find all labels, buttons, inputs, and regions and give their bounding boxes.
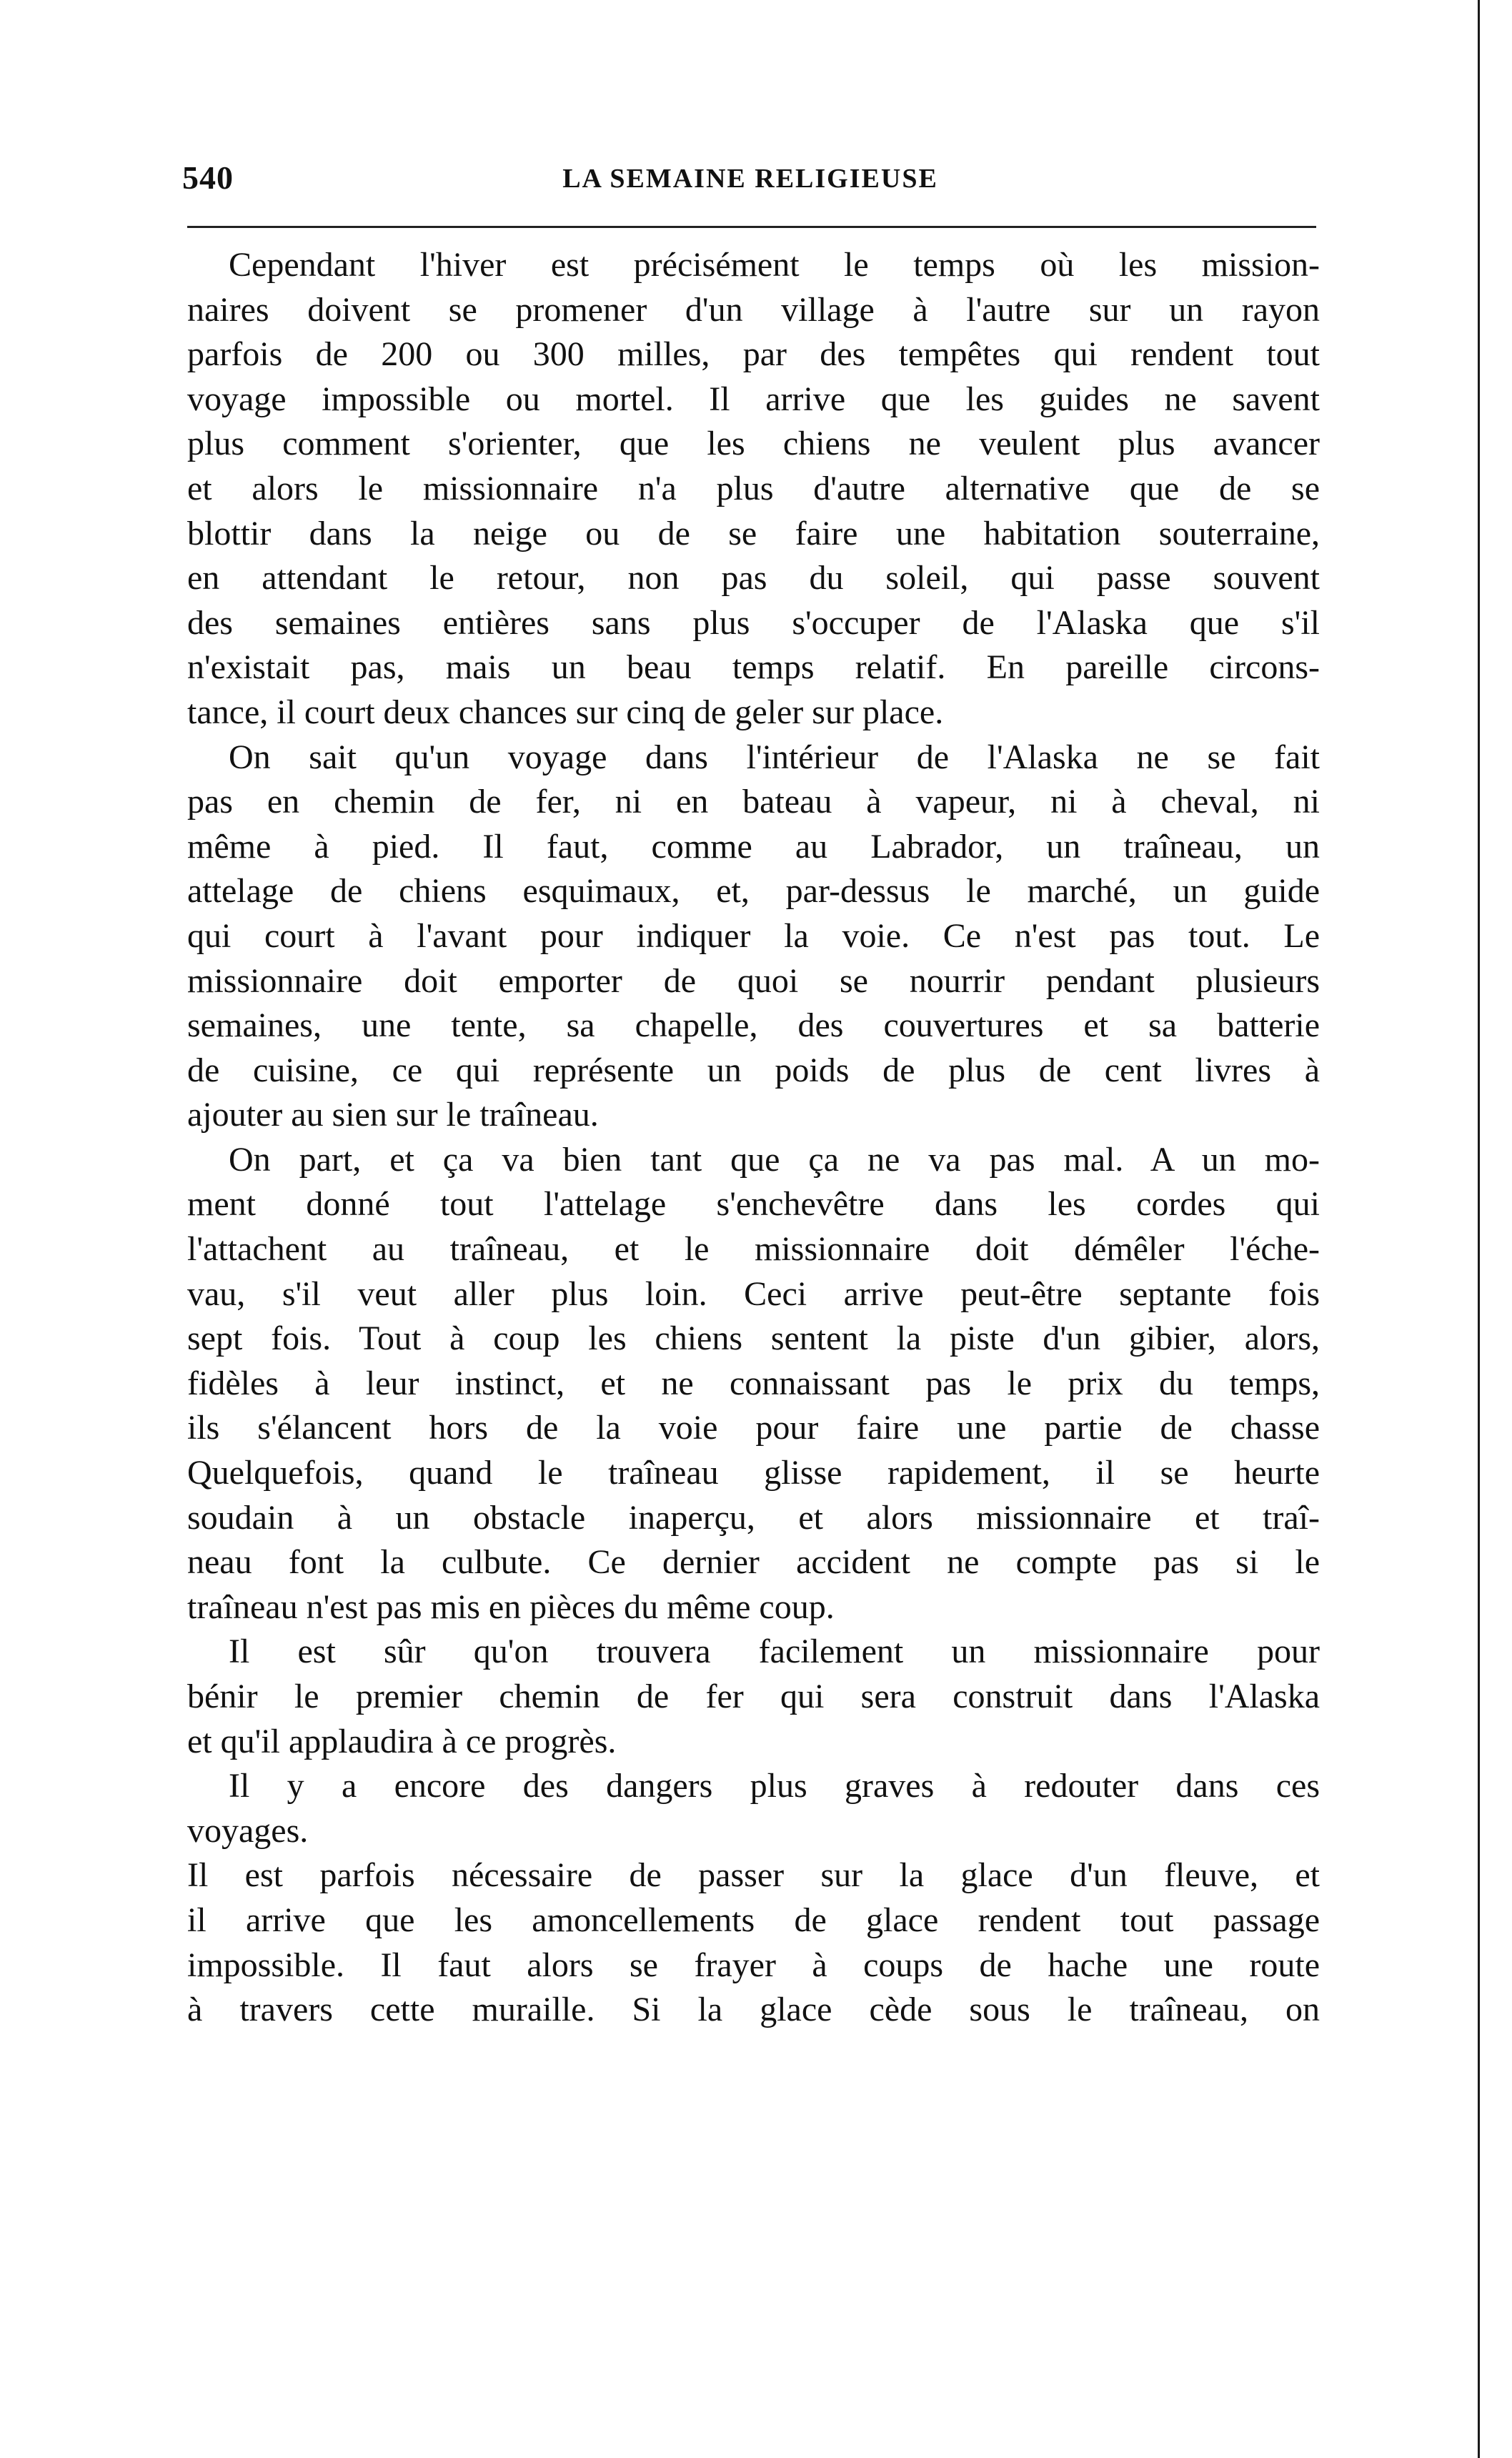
text-line: soudain à un obstacle inaperçu, et alors missionnaire et traî- [187,1498,1320,1537]
text-line: ils s'élancent hors de la voie pour faire une partie de chasse [187,1409,1320,1447]
page-number: 540 [182,159,234,196]
text-line: fidèles à leur instinct, et ne connaissant pas le prix du temps, [187,1364,1320,1402]
text-line: à travers cette muraille. Si la glace cède sous le traîneau, on [187,1991,1320,2029]
text-line: traîneau n'est pas mis en pièces du même coup. [187,1587,835,1626]
text-line: Il est parfois nécessaire de passer sur la glace d'un fleuve, et [187,1856,1320,1895]
text-line: attelage de chiens esquimaux, et, par-dessus le marché, un guide [187,872,1320,911]
header-rule [187,226,1316,228]
text-line: qui court à l'avant pour indiquer la voie. Ce n'est pas tout. Le [187,916,1320,955]
text-line: pas en chemin de fer, ni en bateau à vapeur, ni à cheval, ni [187,783,1320,821]
text-line: vau, s'il veut aller plus loin. Ceci arrive peut-être septante fois [187,1274,1320,1313]
page-header [182,159,1318,209]
text-line: voyage impossible ou mortel. Il arrive que les guides ne savent [187,380,1320,418]
body-text [187,243,1320,2033]
text-line: ment donné tout l'attelage s'enchevêtre dans les cordes qui [187,1185,1320,1224]
text-line: parfois de 200 ou 300 milles, par des tempêtes qui rendent tout [187,335,1320,374]
text-line: et qu'il applaudira à ce progrès. [187,1722,617,1760]
running-head: LA SEMAINE RELIGIEUSE [562,164,938,194]
text-line: plus comment s'orienter, que les chiens ne veulent plus avancer [187,425,1320,463]
text-line: Il est sûr qu'on trouvera facilement un missionnaire pour [229,1632,1320,1671]
text-line: semaines, une tente, sa chapelle, des couvertures et sa batterie [187,1006,1320,1045]
text-line: ajouter au sien sur le traîneau. [187,1096,599,1134]
text-line: impossible. Il faut alors se frayer à coups de hache une route [187,1946,1320,1984]
text-line: tance, il court deux chances sur cinq de geler sur place. [187,693,944,731]
text-line: de cuisine, ce qui représente un poids de plus de cent livres à [187,1051,1320,1089]
text-line: il arrive que les amoncellements de glace rendent tout passage [187,1901,1320,1939]
text-line: sept fois. Tout à coup les chiens sentent la piste d'un gibier, alors, [187,1319,1320,1358]
text-line: naires doivent se promener d'un village à l'autre sur un rayon [187,290,1320,329]
text-line: n'existait pas, mais un beau temps relatif. En pareille circons- [187,648,1320,687]
text-line: missionnaire doit emporter de quoi se nourrir pendant plusieurs [187,961,1320,1000]
text-line: voyages. [187,1811,309,1850]
text-line: l'attachent au traîneau, et le missionnaire doit démêler l'éche- [187,1230,1320,1269]
text-line: blottir dans la neige ou de se faire une habitation souterraine, [187,514,1320,552]
text-line: en attendant le retour, non pas du soleil, qui passe souvent [187,559,1320,598]
text-line: même à pied. Il faut, comme au Labrador, un traîneau, un [187,827,1320,866]
text-line: neau font la culbute. Ce dernier accident ne compte pas si le [187,1543,1320,1582]
text-line: Quelquefois, quand le traîneau glisse rapidement, il se heurte [187,1454,1320,1492]
text-line: et alors le missionnaire n'a plus d'autre alternative que de se [187,469,1320,507]
text-line: des semaines entières sans plus s'occuper de l'Alaska que s'il [187,603,1320,642]
text-line: On part, et ça va bien tant que ça ne va pas mal. A un mo- [229,1140,1320,1179]
text-line: bénir le premier chemin de fer qui sera construit dans l'Alaska [187,1678,1320,1715]
scan-edge-line [1478,0,1480,2458]
text-line: Il y a encore des dangers plus graves à redouter dans ces [229,1767,1320,1805]
text-line: On sait qu'un voyage dans l'intérieur de l'Alaska ne se fait [229,738,1320,776]
text-line: Cependant l'hiver est précisément le temps où les mission- [229,246,1320,284]
